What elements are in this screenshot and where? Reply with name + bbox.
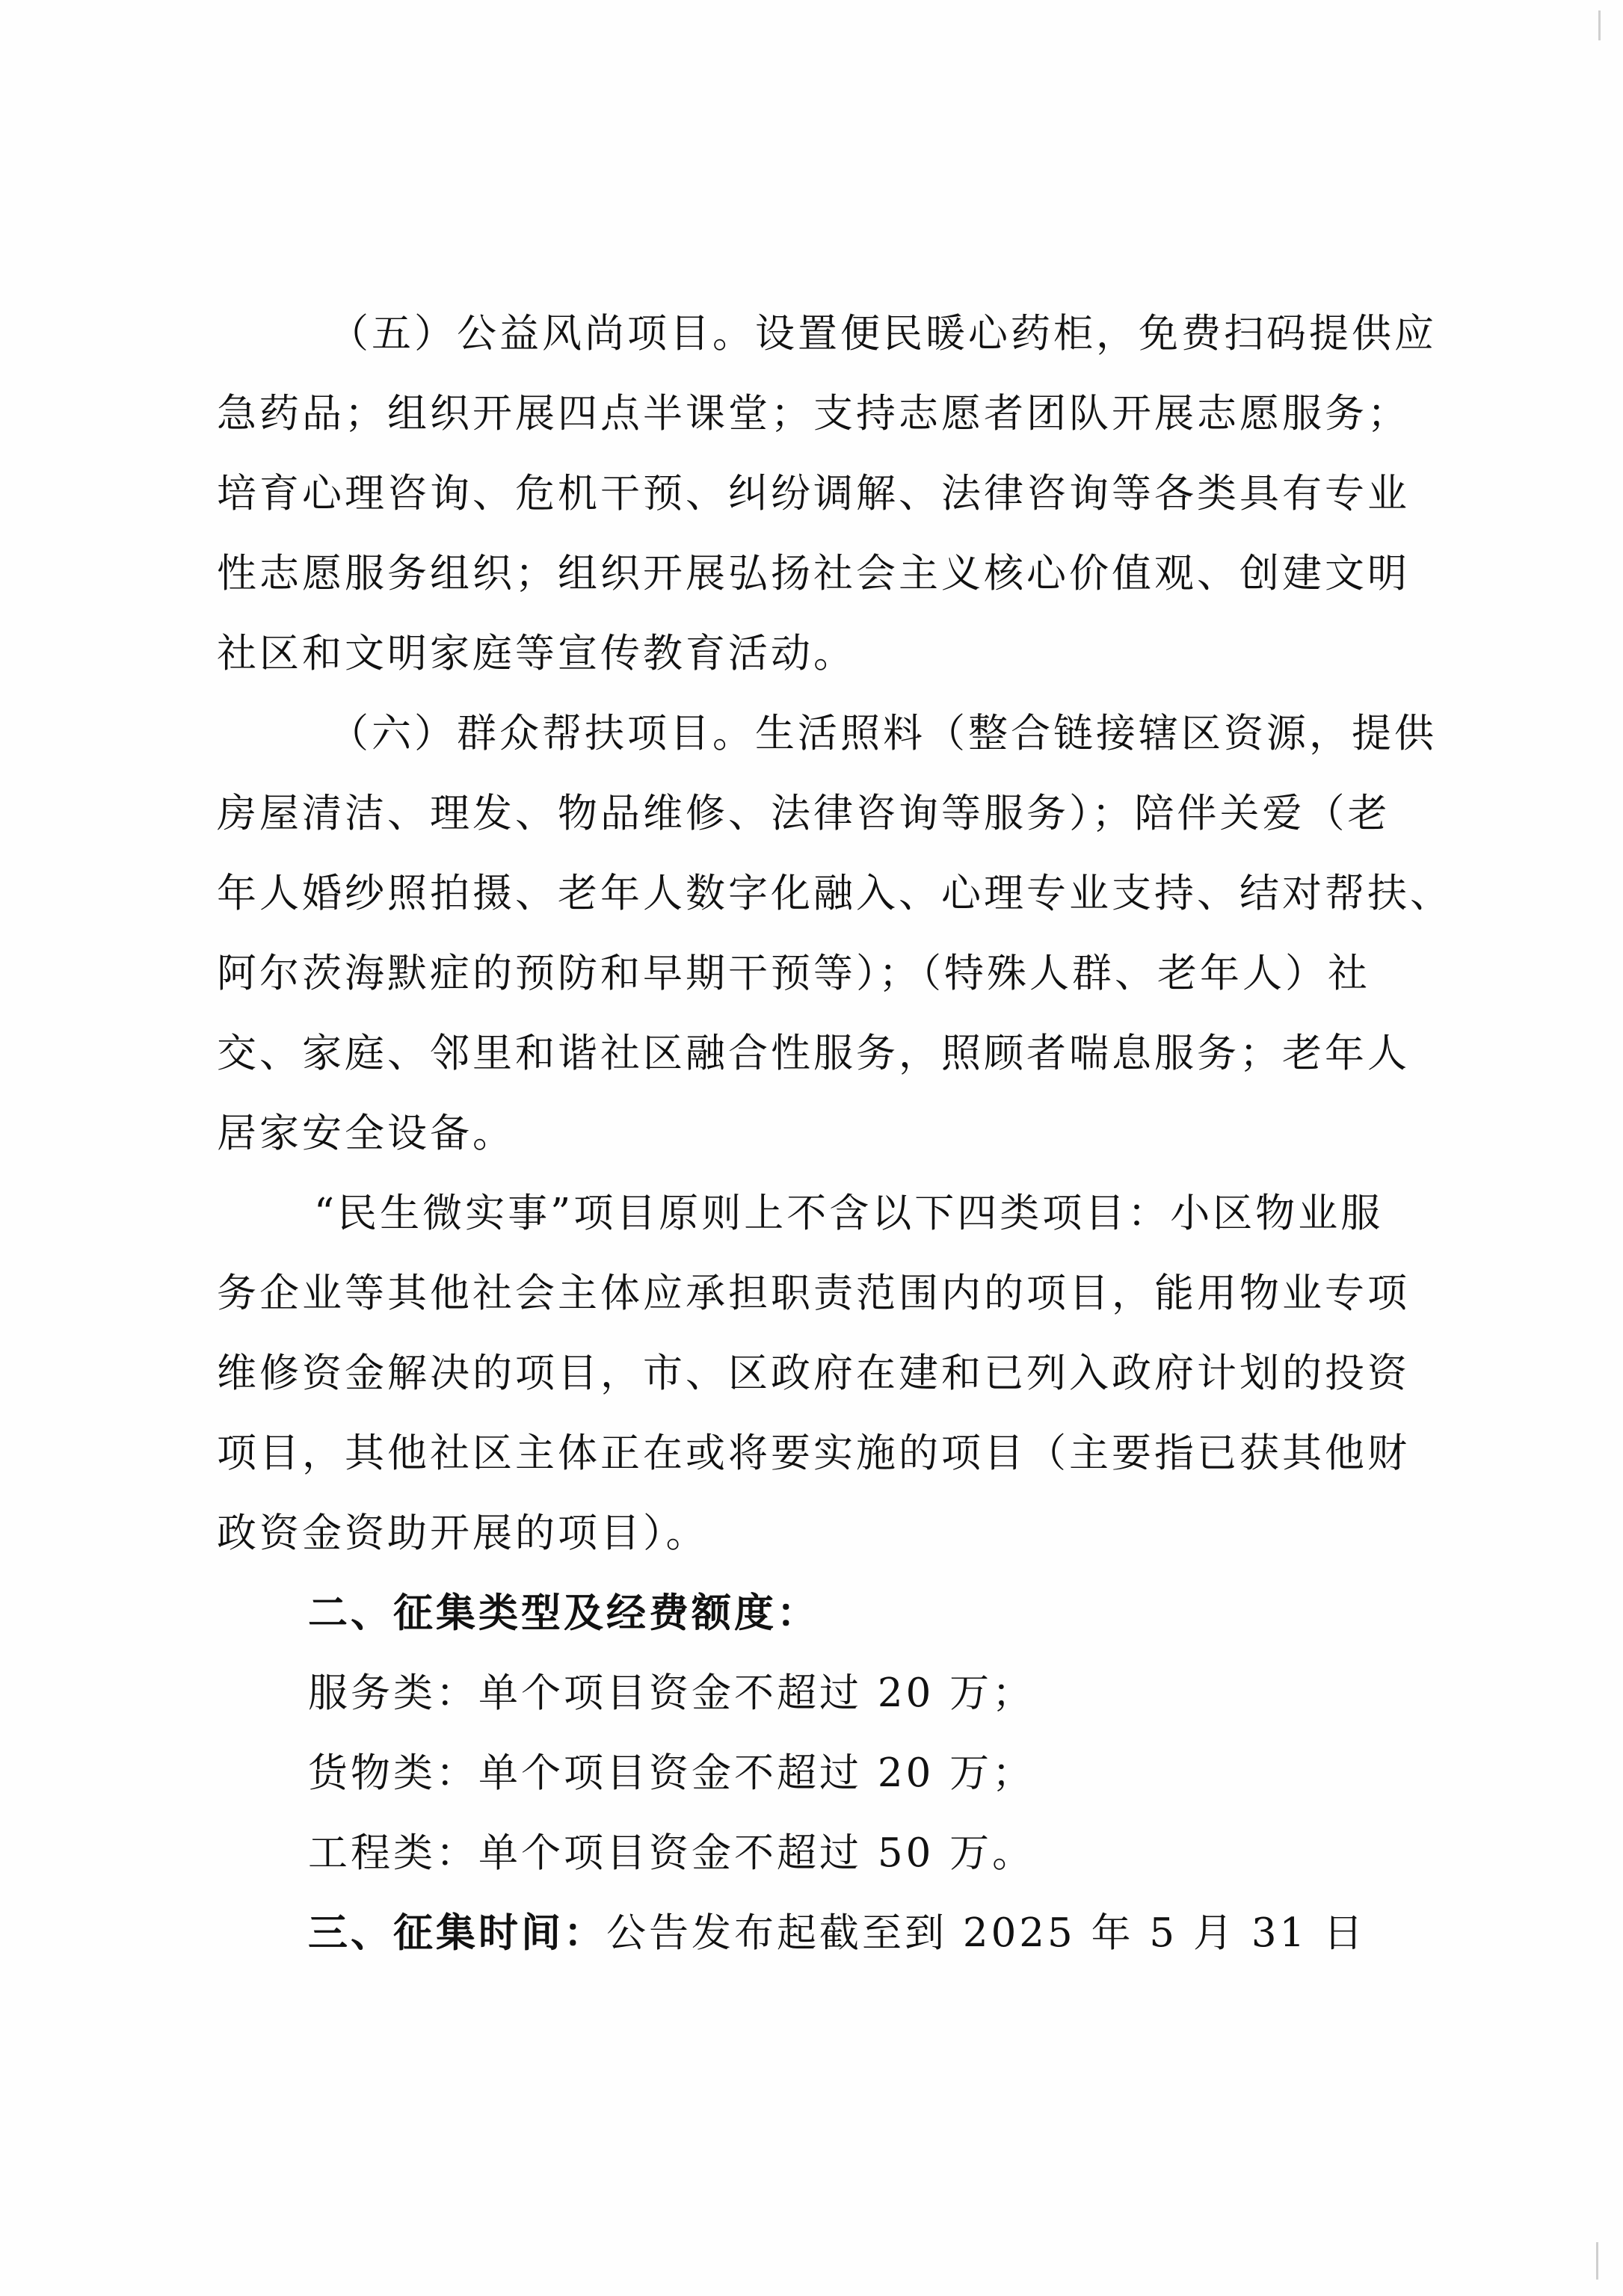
paragraph-6-line-5-text: 交、家庭、邻里和谐社区融合性服务，照顾者喘息服务；老年人 bbox=[217, 1031, 1410, 1076]
scan-mark-top-right bbox=[1598, 10, 1601, 40]
paragraph-5-line-5 bbox=[217, 628, 856, 680]
section-2-item-goods bbox=[308, 1747, 1035, 1800]
paragraph-5-line-2 bbox=[217, 388, 1410, 440]
paragraph-7-line-2 bbox=[217, 1268, 1410, 1320]
section-2-item-engineering bbox=[308, 1827, 1035, 1880]
paragraph-6-line-1-text: （六）群众帮扶项目。生活照料（整合链接辖区资源，提供 bbox=[329, 711, 1437, 756]
section-2-heading bbox=[308, 1587, 819, 1640]
paragraph-6-line-4-text: 阿尔茨海默症的预防和早期干预等）；（特殊人群、老年人）社 bbox=[217, 951, 1370, 996]
paragraph-7-line-5-text: 政资金资助开展的项目）。 bbox=[217, 1510, 709, 1556]
paragraph-6-line-1 bbox=[329, 708, 1437, 760]
paragraph-5-line-5-text: 社区和文明家庭等宣传教育活动。 bbox=[217, 631, 856, 676]
section-2-item-service-text: 服务类：单个项目资金不超过 20 万； bbox=[308, 1670, 1035, 1716]
paragraph-5-line-4 bbox=[217, 548, 1410, 600]
paragraph-5-line-1-text: （五）公益风尚项目。设置便民暖心药柜，免费扫码提供应 bbox=[329, 311, 1437, 357]
section-2-item-service bbox=[308, 1667, 1035, 1720]
paragraph-5-line-1 bbox=[329, 308, 1437, 360]
paragraph-5-line-4-text: 性志愿服务组织；组织开展弘扬社会主义核心价值观、创建文明 bbox=[217, 551, 1410, 596]
paragraph-7-line-4 bbox=[217, 1428, 1410, 1480]
paragraph-6-line-5 bbox=[217, 1028, 1410, 1080]
paragraph-6-line-4 bbox=[217, 948, 1370, 1000]
paragraph-6-line-3-text: 年人婚纱照拍摄、老年人数字化融入、心理专业支持、结对帮扶、 bbox=[217, 871, 1453, 916]
paragraph-7-line-4-text: 项目，其他社区主体正在或将要实施的项目（主要指已获其他财 bbox=[217, 1431, 1410, 1476]
section-2-heading-text: 二、征集类型及经费额度： bbox=[308, 1590, 819, 1636]
section-2-item-goods-text: 货物类：单个项目资金不超过 20 万； bbox=[308, 1750, 1035, 1796]
section-2-item-engineering-text: 工程类：单个项目资金不超过 50 万。 bbox=[308, 1830, 1035, 1876]
paragraph-6-line-2 bbox=[217, 788, 1391, 840]
paragraph-6-line-2-text: 房屋清洁、理发、物品维修、法律咨询等服务）；陪伴关爱（老 bbox=[217, 791, 1391, 836]
section-3-heading: 三、征集时间： bbox=[308, 1910, 606, 1956]
scan-mark-bottom-right bbox=[1596, 2242, 1598, 2280]
paragraph-7-line-1-text: “民生微实事”项目原则上不含以下四类项目：小区物业服 bbox=[314, 1191, 1384, 1236]
paragraph-7-line-1 bbox=[314, 1188, 1383, 1240]
paragraph-7-line-2-text: 务企业等其他社会主体应承担职责范围内的项目，能用物业专项 bbox=[217, 1271, 1410, 1316]
paragraph-5-line-2-text: 急药品；组织开展四点半课堂；支持志愿者团队开展志愿服务； bbox=[217, 391, 1410, 436]
paragraph-6-line-6 bbox=[217, 1108, 515, 1160]
paragraph-7-line-3-text: 维修资金解决的项目，市、区政府在建和已列入政府计划的投资 bbox=[217, 1351, 1410, 1396]
paragraph-7-line-5 bbox=[217, 1507, 709, 1560]
section-3-line bbox=[308, 1907, 1366, 1960]
paragraph-6-line-3 bbox=[217, 868, 1453, 920]
paragraph-7-line-3 bbox=[217, 1348, 1410, 1400]
section-3-text: 公告发布起截至到 2025 年 5 月 31 日 bbox=[606, 1910, 1367, 1956]
paragraph-5-line-3-text: 培育心理咨询、危机干预、纠纷调解、法律咨询等各类具有专业 bbox=[217, 471, 1410, 516]
paragraph-5-line-3 bbox=[217, 468, 1410, 520]
paragraph-6-line-6-text: 居家安全设备。 bbox=[217, 1111, 515, 1156]
